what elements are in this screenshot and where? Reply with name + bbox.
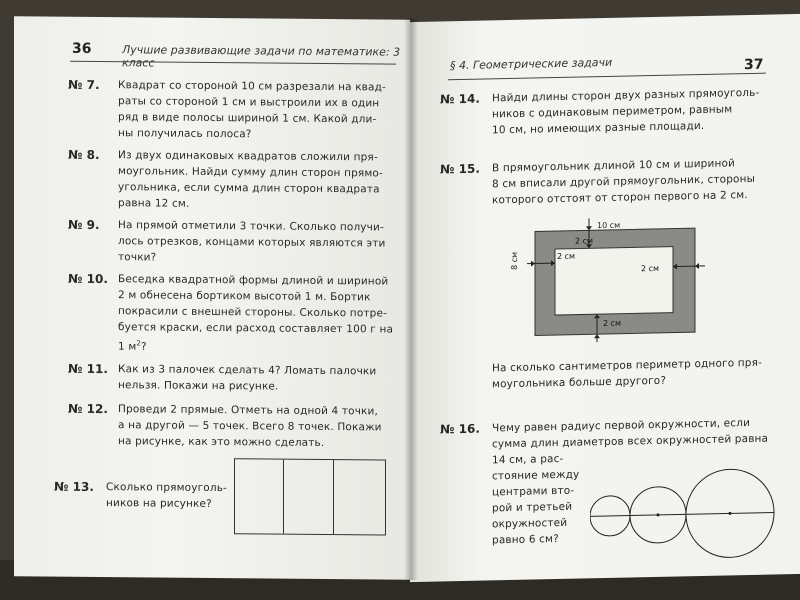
label-gap-top: 2 см	[575, 236, 594, 246]
task-text: На сколько сантиметров периметр одного пря- моугольника больше другого?	[492, 356, 762, 391]
label-outer-width: 8 см	[510, 251, 519, 271]
circles-figure	[590, 462, 790, 566]
header-rule-right	[448, 73, 766, 81]
task-number: № 16.	[440, 421, 480, 437]
task-text: На прямой отметили 3 точки. Сколько получи- лось отрезков, концами которых являются эти точки?	[118, 219, 386, 264]
running-header-right: § 4. Геометрические задачи	[450, 55, 613, 73]
nested-rectangles-figure	[505, 210, 725, 351]
task-number: № 12.	[68, 401, 108, 417]
task-number: № 9.	[68, 217, 100, 233]
task-11	[68, 361, 404, 393]
task-14	[440, 84, 790, 137]
page-number-right: 37	[744, 56, 764, 74]
page-number-left: 36	[72, 40, 92, 57]
task-number: № 7.	[68, 77, 100, 93]
label-gap-right: 2 см	[641, 263, 660, 274]
running-header-left: Лучшие развивающие задачи по математике: 3 класс	[122, 43, 401, 70]
label-outer-length: 10 см	[597, 220, 621, 231]
task-15	[440, 154, 790, 207]
task-number: № 15.	[440, 161, 480, 177]
task-text: Как из 3 палочек сделать 4? Ломать палочки нельзя. Покажи на рисунке.	[118, 363, 377, 393]
task-number: № 11.	[68, 361, 108, 377]
task-8	[68, 147, 404, 210]
task-text: Из двух одинаковых квадратов сложили пря- моугольник. Найди сумму длин сторон прямо- угольника, если сумма длин сторон квадрата равна 12 см.	[118, 149, 383, 210]
task-number: № 8.	[68, 147, 100, 163]
task-number: № 10.	[68, 271, 108, 287]
task-text: В прямоугольник длиной 10 см и шириной 8 см вписали другой прямоугольник, стороны которого отстоят от сторон первого на 2 см.	[492, 157, 756, 207]
task-number: № 13.	[54, 479, 94, 494]
task-text: Беседка квадратной формы длиной и шириной 2 м обнесена бортиком высотой 1 м. Бортик покрасили с внешней стороны. Сколько потре- буется краски, если расход составляет 100 г на 1 $м^2$?	[118, 273, 394, 353]
center-line	[590, 512, 774, 516]
task-text: Проведи 2 прямые. Отметь на одной 4 точки, а на другой — 5 точек. Всего 8 точек. Покажи на рисунке, как это можно сделать.	[118, 403, 382, 449]
task-text: Найди длины сторон двух разных прямоуголь- ников с одинаковым периметром, равным 10 см, но имеющих разные площади.	[492, 86, 760, 137]
divider-line	[333, 460, 334, 534]
task-10	[68, 271, 404, 353]
task-text: Чему равен радиус первой окружности, если сумма длин диаметров всех окружностей равна 14 см, а рас- стояние между центрами вто- рой и третьей окружностей равно 6 см?	[492, 416, 769, 547]
task-text: Сколько прямоуголь- ников на рисунке?	[106, 481, 227, 510]
left-page	[14, 16, 410, 579]
task-16	[440, 414, 790, 547]
task-12	[68, 401, 404, 449]
task-15-question	[440, 354, 790, 391]
divider-line	[283, 460, 284, 534]
book-gutter	[404, 18, 418, 580]
task-9	[68, 217, 404, 264]
right-page	[410, 14, 800, 582]
rectangles-figure	[234, 458, 386, 535]
task-13	[54, 479, 254, 510]
label-gap-bottom: 2 см	[603, 318, 622, 329]
task-number: № 14.	[440, 91, 480, 107]
task-text: Квадрат со стороной 10 см разрезали на квад- раты со стороной 1 см и выстроили их в один ряд в виде полосы шириной 1 см. Какой дли- ны получилась полоса?	[118, 79, 386, 141]
task-7	[68, 77, 404, 141]
label-gap-left: 2 см	[557, 251, 576, 262]
